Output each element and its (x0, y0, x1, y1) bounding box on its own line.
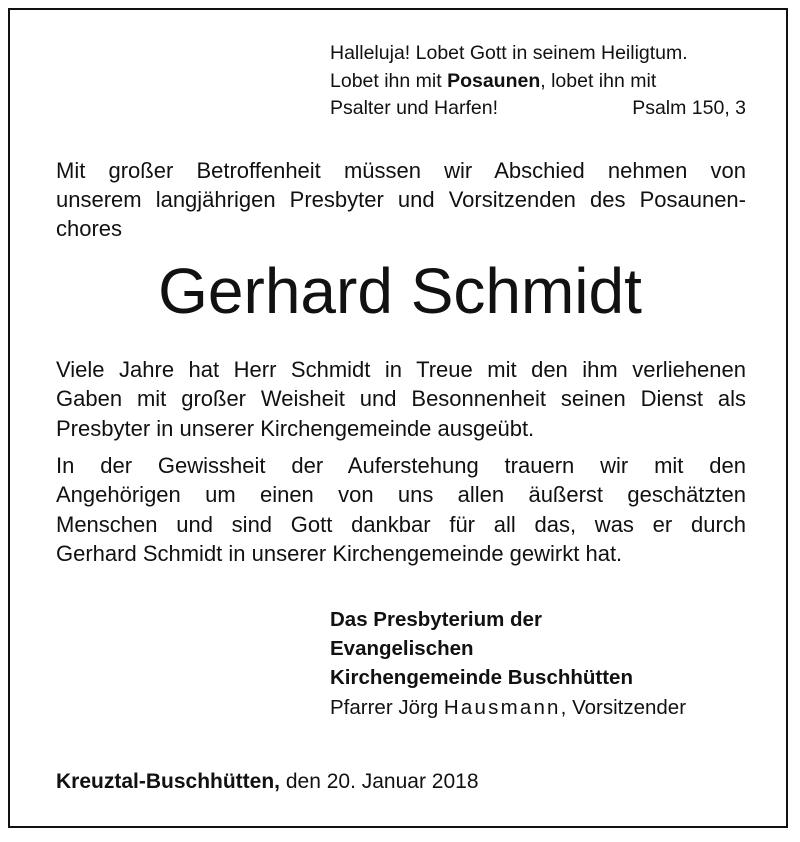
signature-line-1: Das Presbyterium der (330, 608, 542, 631)
pastor-suffix: , Vorsitzender (560, 696, 687, 719)
intro-line-3: chores (56, 216, 123, 241)
signature-line-3: Kirchengemeinde Buschhütten (330, 666, 633, 689)
paragraph-1-line-2: Gaben mit großer Weisheit und Besonnenheit seinen Dienst als (56, 386, 746, 412)
tribute-paragraph-1 (56, 355, 746, 443)
pastor-line (330, 693, 750, 722)
paragraph-1-line-3: Presbyter in unserer Kirchengemeinde ausgeübt. (56, 415, 535, 441)
place-date-line (56, 768, 479, 796)
pastor-surname: Hausmann (443, 696, 561, 719)
verse-reference: Psalm 150, 3 (632, 97, 746, 119)
tribute-paragraph-2 (56, 451, 746, 568)
bible-verse (330, 40, 746, 123)
verse-line-3 (330, 95, 746, 123)
verse-line-3-text: Psalter und Harfen! (330, 97, 499, 119)
verse-line-2 (330, 68, 746, 96)
paragraph-2-line-4: Gerhard Schmidt in unserer Kirchengemeinde gewirkt hat. (56, 540, 623, 566)
paragraph-2-line-3: Menschen und sind Gott dankbar für all das, was er durch (56, 511, 746, 537)
paragraph-2-line-2: Angehörigen um einen von uns allen äußerst geschätzten (56, 482, 746, 508)
intro-line-2: unserem langjährigen Presbyter und Vorsitzenden des Posaunen- (56, 187, 746, 212)
signature-line-2: Evangelischen (330, 637, 474, 660)
verse-line-1: Halleluja! Lobet Gott in seinem Heiligtum. (330, 42, 688, 64)
paragraph-2-line-1: In der Gewissheit der Auferstehung trauern wir mit den (56, 453, 746, 478)
intro-line-1: Mit großer Betroffenheit müssen wir Abschied nehmen von (56, 158, 746, 183)
verse-line-2-start: Lobet ihn mit (330, 69, 448, 92)
verse-line-2-end: , lobet ihn mit (540, 69, 657, 92)
paragraph-1-line-1: Viele Jahre hat Herr Schmidt in Treue mit den ihm verliehenen (56, 357, 746, 382)
date-text: den 20. Januar 2018 (280, 770, 479, 793)
pastor-prefix: Pfarrer Jörg (330, 696, 444, 719)
verse-emphasis: Posaunen (447, 69, 541, 92)
intro-text (56, 156, 746, 243)
deceased-name: Gerhard Schmidt (158, 255, 642, 327)
place-name: Kreuztal-Buschhütten, (56, 770, 281, 793)
signature-block (330, 605, 750, 722)
